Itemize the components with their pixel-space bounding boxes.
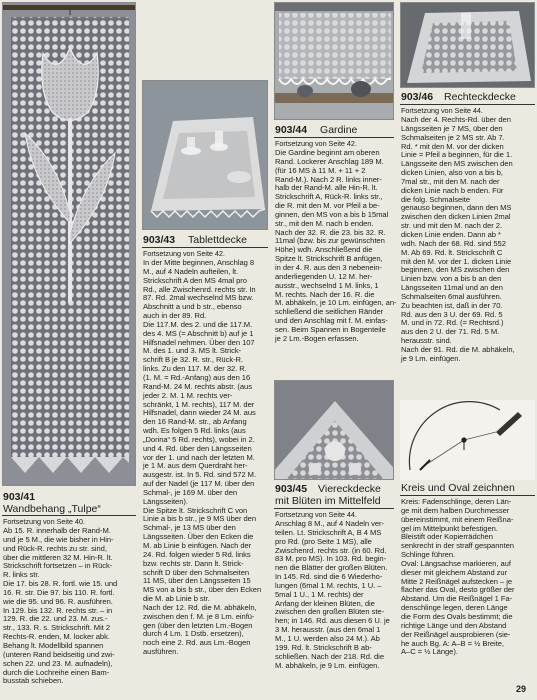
section-number: 903/41 [3, 491, 36, 503]
section-903-44-body: Die Gardine beginnt am oberen Rand. Lockerer Anschlag 189 M. (für 16 MS à 11 M. + 11 + 2 Rand-M.). Nach 2 R. links inner- halb der Rand-M. alle Hin-R. lt. Strickschrift A, Rück-R. links str., die R. mit den M. vor Pfeil a be- ginnen, den MS von a bis b 15mal str., mit den M. nach b enden. Nach der 32. R. die 23. bis 32. R. 11mal (bzw. bis zur gewünschten Höhe) wdh. Anschließend die Spitze lt. Strickschrift B anfügen, in der 4. R. aus den 3 nebenein- anderliegenden U. 12 M. her- ausstr., wechselnd 1 M. links, 1 M. rechts. Nach der 16. R. die M. abhäkeln, je 10 Lm. einfügen, an- schließend die seitlichen Ränder und den Anschlag mit f. M. einfas- sen. Beim Spannen in Bogenteile je 2 Lm.-Bogen erfassen. [275, 148, 397, 343]
divider [2, 515, 136, 516]
square-cloth-illustration [275, 381, 394, 480]
continuation-note: Fortsetzung von Seite 44. [275, 510, 357, 519]
tray-cloth-photo [142, 80, 268, 230]
section-903-46-body: Nach der 4. Rechts-Rd. über den Längsseiten je 7 MS, über den Schmalseiten je 2 MS str. Ab 7. Rd. * mit den M. vor der dicken Linie = Pfeil a beginnen, für die 1. Längsseite den MS zwischen den dicken Linien, also von a bis b, 7mal str., mit den M. nach der dicken Linie nach b enden. Für die folg. Schmalseite genauso beginnen, dann den MS zwischen den dicken Linien 2mal str. und mit den M. nach der 2. dicken Linie enden. Dann ab * wdh. Nach der 68. Rd. sind 552 M. Ab 69. Rd. lt. Strickschrift C mit den M. vor der 1. dicken Linie beginnen, den MS zwischen den Linien bzw. von a bis b an den Längsseiten 11mal und an den Schmalseiten 6mal ausführen. Zu beachten ist, daß in der 70. Rd. aus den 3 U. der 69. Rd. 5 M. und in 72. Rd. (= Rechtsrd.) aus den 2 U. der 71. Rd. 5 M. herausstr. sind. Nach der 91. Rd. die M. abhäkeln, je 9 Lm. einfügen. [401, 115, 515, 363]
circle-oval-drawing-diagram [400, 400, 535, 480]
tulip-lace-illustration [3, 3, 136, 486]
tray-cloth-illustration [143, 81, 268, 230]
continuation-note: Fortsetzung von Seite 44. [401, 106, 483, 115]
curtain-photo [274, 2, 394, 120]
section-number: 903/43 [143, 234, 176, 246]
divider [400, 104, 535, 105]
square-cloth-photo [274, 380, 394, 480]
section-title: Tablettdecke [188, 234, 248, 246]
drawing-tools-illustration [400, 400, 535, 480]
section-903-43-heading [143, 234, 247, 246]
section-903-45-title-line2: mit Blüten im Mittelfeld [275, 495, 381, 507]
divider [400, 495, 535, 496]
section-903-41-body: Ab 15. R. innerhalb der Rand-M. und je 5 M., die wie bisher in Hin- und Rück-R. rechts zu str. sind, über die mittleren 32 M. Hin-R. lt. Strickschrift fortsetzen – in Rück- R. links str. Die 17. bis 28. R. fortl. wie 15. und 16. R. str. Die 97. bis 110. R. fortl. wie die 95. und 96. R. ausführen. In 129. bis 132. R. rechts str. – in 129. R. die 22. und 23. M. zus.- str., 133. R. s. Strickschrift. Mit 2 Rechts-R. enden, M. locker abk. Behang lt. Modellbild spannen (unteren Rand beidseitig und zwi- schen 22. und 23. M. aufnadeln), durch die Lochreihe einen Bam- busstab schieben. [3, 526, 118, 686]
curtain-illustration [275, 3, 394, 120]
section-903-43-body: In der Mitte beginnen, Anschlag 8 M., auf 4 Nadeln aufteilen, lt. Strickschrift A den MS 4mal pro Rd., alle Zwischenrd. rechts str. In 87. Rd. 2mal wechselnd MS bzw. Abschnitt a und b str., ebenso auch in der 89. Rd. Die 117.M. des 2. und die 117.M. des 4. MS (= Abschnitt b) auf je 1 Hilfsnadel nehmen. Über den 107 M. des 1. und 3. MS lt. Strick- schrift B je 32. R. str., Rück-R. links. Zu den 117. M. der 32. R. (1. M. = Rd.-Anfang) aus den 16 Rand-M. 24 M. rechts abstr. (aus jeder 2. M. 1 M. rechts ver- schränkt, 1 M. rechts), 117 M. der Hilfsnadel, dann wieder 24 M. aus den 16 Rand-M. str., ab Anfang wdh. Es folgen 5 Rd. links (aus „Dorina“ 5 Rd. rechts), wobei in 2. und 4. Rd. über den Längsseiten vor der 1. und nach der letzten M. je 1 M. aus dem Querdraht her- ausgestr. ist. In 5. Rd. sind 572 M. auf der Nadel (je 117 M. über den Schmal-, je 169 M. über den Längsseiten). Die Spitze lt. Strickschrift C von Linie a bis b str., je 9 MS über den Schmal-, je 13 MS über den Längsseiten. Über den Ecken die M. ab Linie b einfügen. Nach der 24. Rd. folgen wieder 5 Rd. links bzw. rechts str. Dann lt. Strick- schrift D über den Schmalseiten 11 MS, über den Längsseiten 15 MS von a bis b str., über den Ecken die M. ab Linie b str. Nach der 12. Rd. die M. abhäkeln, zwischen den f. M. je 8 Lm. einfü- gen (über den letzten Lm.-Bogen durch 4 Lm. 1 Dstb. ersetzen), noch eine 2. Rd. aus Lm.-Bogen ausführen. [143, 258, 262, 657]
wall-hanging-tulip-photo [2, 2, 136, 486]
section-title: Rechteckdecke [444, 91, 516, 103]
continuation-note: Fortsetzung von Seite 42. [275, 139, 357, 148]
continuation-note: Fortsetzung von Seite 40. [3, 517, 85, 526]
section-903-41-title [3, 503, 101, 515]
section-903-46-heading [401, 91, 516, 103]
divider [274, 508, 394, 509]
section-title: Viereckdecke [318, 483, 381, 495]
section-title: Gardine [320, 124, 358, 136]
section-903-45-body: Anschlag 8 M., auf 4 Nadeln ver- teilen. Lt. Strickschrift A, B 4 MS pro Rd. (pro Seite 1 MS), alle Zwischenrd. rechts str. (in 60. Rd. 83 M. pro MS). In 103. Rd. begin- nen die Blätter der großen Blüten. In 145. Rd. sind die 6 Wiederho- lungen (6mal 1 M. rechts, 1 U. – 5mal 1 U., 1 M. rechts) der Anfang der kleinen Blüten, die zwischen den großen Blüten ste- hen; in 146. Rd. aus diesen 6 U. je 3 M. herausstr. (aus den 6mal 1 M., 1 U. werden also 24 M.). Ab 199. Rd. lt. Strickschrift B ab- schließen. Nach der 218. Rd. die M. abhäkeln, je 9 Lm. einfügen. [275, 519, 390, 670]
rectangle-cloth-photo [400, 2, 535, 88]
arc-line [409, 402, 500, 470]
continuation-note: Fortsetzung von Seite 42. [143, 249, 225, 258]
section-number: 903/44 [275, 124, 308, 136]
kreis-oval-title: Kreis und Oval zeichnen [401, 482, 515, 494]
section-903-44-heading [275, 124, 357, 136]
section-903-45-heading [275, 483, 381, 495]
section-number: 903/46 [401, 91, 434, 103]
page-number: 29 [516, 684, 527, 694]
divider [274, 137, 394, 138]
section-number: 903/45 [275, 483, 308, 495]
kreis-oval-body: Kreis: Fadenschlinge, deren Län- ge mit dem halben Durchmesser übereinstimmt, mit einem Reißna- gel im Mittelpunkt befestigen. Bleistift oder Kopierrädchen senkrecht in der straff gespannten Schlinge führen. Oval: Längsachse markieren, auf dieser mit gleichem Abstand zur Mitte 2 Reißnägel aufstecken – je flacher das Oval, desto größer der Abstand. Um die Reißnägel 1 Fa- denschlinge legen, deren Länge die Form des Ovals bestimmt; die richtige Länge und den Abstand der Reißnägel ausprobieren (sie- he auch Bg. A: A–B = ½ Breite, A–C = ½ Länge). [401, 497, 515, 657]
section-903-41-heading [3, 491, 35, 503]
divider [142, 247, 268, 248]
rectangle-cloth-illustration [401, 3, 535, 88]
section-title: Wandbehang „Tulpe“ [3, 503, 101, 515]
